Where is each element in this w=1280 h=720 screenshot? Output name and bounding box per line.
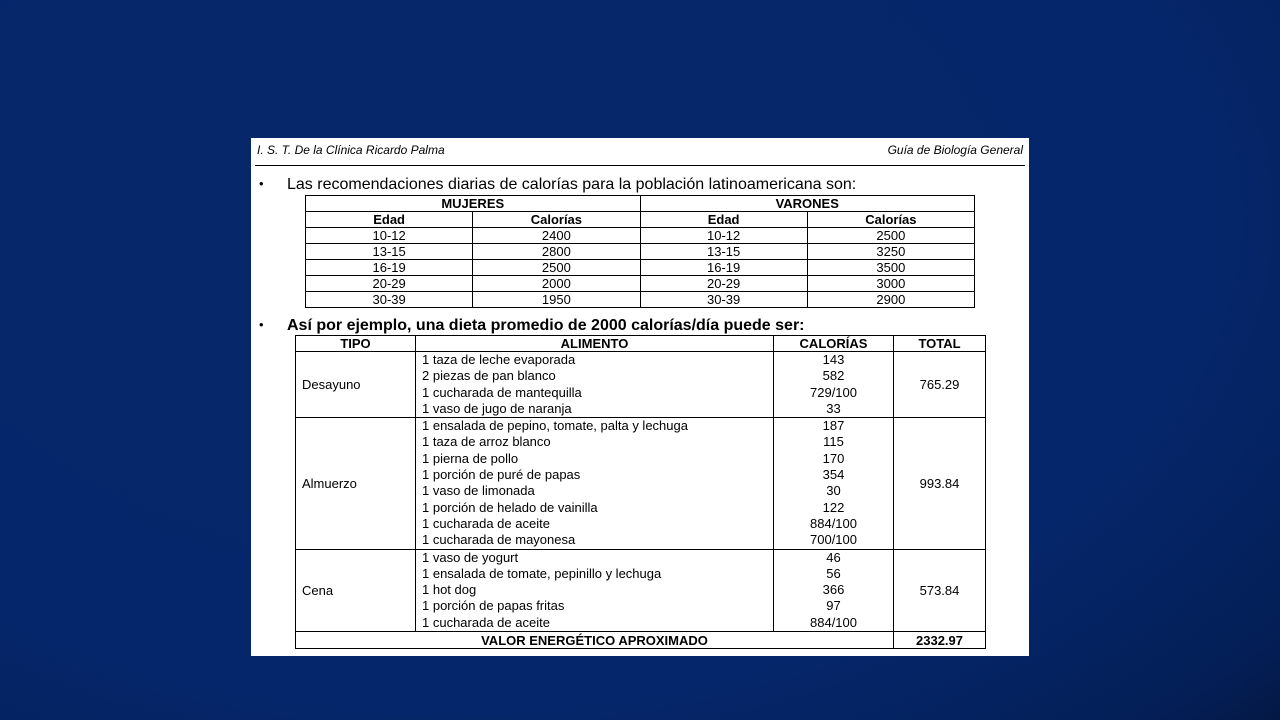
- table-row: [306, 228, 975, 244]
- col-header-age: Edad: [640, 212, 807, 228]
- food-calories: 187: [822, 418, 845, 434]
- food-item: 1 cucharada de mantequilla: [422, 384, 582, 400]
- table-cell-w-age: 16-19: [306, 260, 473, 276]
- food-calories: 170: [822, 450, 845, 466]
- col-header-tipo: TIPO: [296, 336, 416, 352]
- food-item: 1 porción de papas fritas: [422, 598, 565, 614]
- food-item: 1 cucharada de mayonesa: [422, 532, 576, 548]
- col-header-calories: Calorías: [473, 212, 640, 228]
- meal-total: 765.29: [894, 352, 986, 418]
- food-item: 1 hot dog: [422, 582, 477, 598]
- food-item: 1 vaso de jugo de naranja: [422, 400, 572, 416]
- food-calories: 582: [822, 368, 845, 384]
- food-item: 1 cucharada de aceite: [422, 614, 550, 630]
- meal-row: [296, 549, 986, 631]
- table-cell-w-cal: 2400: [473, 228, 640, 244]
- meal-total: 993.84: [894, 418, 986, 549]
- summary-label: VALOR ENERGÉTICO APROXIMADO: [296, 632, 894, 649]
- food-item: 1 porción de puré de papas: [422, 467, 581, 483]
- meal-row: [296, 418, 986, 549]
- col-header-age: Edad: [306, 212, 473, 228]
- group-header-men: VARONES: [640, 196, 975, 212]
- food-calories: 700/100: [810, 532, 857, 548]
- diet-example-table: [295, 335, 986, 649]
- table-row: [306, 292, 975, 308]
- table-cell-m-age: 10-12: [640, 228, 807, 244]
- table-cell-m-age: 13-15: [640, 244, 807, 260]
- food-item: 1 cucharada de aceite: [422, 515, 550, 531]
- food-calories: 97: [826, 598, 841, 614]
- calorie-list: [774, 418, 894, 549]
- food-calories: 46: [826, 549, 841, 565]
- food-item: 1 porción de helado de vainilla: [422, 499, 598, 515]
- table-row: [306, 276, 975, 292]
- food-item: 1 taza de arroz blanco: [422, 434, 551, 450]
- food-calories: 143: [822, 352, 845, 367]
- table-cell-m-cal: 3000: [807, 276, 974, 292]
- intro-example-diet: Así por ejemplo, una dieta promedio de 2000 calorías/día puede ser:: [287, 317, 805, 334]
- table-cell-m-age: 20-29: [640, 276, 807, 292]
- table-cell-m-cal: 2500: [807, 228, 974, 244]
- col-header-calories: Calorías: [807, 212, 974, 228]
- col-header-alimento: ALIMENTO: [416, 336, 774, 352]
- food-list: [416, 549, 774, 631]
- table-cell-m-age: 16-19: [640, 260, 807, 276]
- meal-type: Almuerzo: [296, 418, 416, 549]
- food-item: 1 ensalada de tomate, pepinillo y lechuga: [422, 565, 662, 581]
- group-header-women: MUJERES: [306, 196, 641, 212]
- food-calories: 884/100: [810, 614, 857, 630]
- intro-recommendations: Las recomendaciones diarias de calorías para la población latinoamericana son:: [287, 176, 857, 193]
- table-cell-m-cal: 2900: [807, 292, 974, 308]
- table-cell-w-cal: 1950: [473, 292, 640, 308]
- food-item: 1 vaso de limonada: [422, 483, 535, 499]
- meal-type: Cena: [296, 549, 416, 631]
- table-cell-w-age: 20-29: [306, 276, 473, 292]
- food-item: 1 vaso de yogurt: [422, 549, 519, 565]
- food-calories: 122: [822, 499, 845, 515]
- header-guide-title: Guía de Biología General: [887, 143, 1023, 157]
- food-calories: 30: [826, 483, 841, 499]
- food-calories: 354: [822, 467, 845, 483]
- table-cell-m-cal: 3250: [807, 244, 974, 260]
- header-divider: [255, 165, 1025, 166]
- food-calories: 33: [826, 400, 841, 416]
- food-calories: 56: [826, 565, 841, 581]
- calorie-recommendation-table: [305, 195, 975, 308]
- food-calories: 884/100: [810, 515, 857, 531]
- summary-total: 2332.97: [894, 632, 986, 649]
- header-institution: I. S. T. De la Clínica Ricardo Palma: [257, 143, 445, 157]
- table-cell-w-age: 30-39: [306, 292, 473, 308]
- col-header-calorias: CALORÍAS: [774, 336, 894, 352]
- table-cell-w-cal: 2800: [473, 244, 640, 260]
- food-list: [416, 418, 774, 549]
- table-cell-w-cal: 2000: [473, 276, 640, 292]
- table-cell-m-cal: 3500: [807, 260, 974, 276]
- food-item: 1 pierna de pollo: [422, 450, 519, 466]
- table-cell-w-age: 13-15: [306, 244, 473, 260]
- bullet-icon: •: [259, 317, 264, 332]
- meal-type: Desayuno: [296, 352, 416, 418]
- food-calories: 366: [822, 582, 845, 598]
- food-list: [416, 352, 774, 418]
- food-item: 2 piezas de pan blanco: [422, 368, 556, 384]
- table-cell-m-age: 30-39: [640, 292, 807, 308]
- bullet-icon: •: [259, 176, 264, 191]
- meal-total: 573.84: [894, 549, 986, 631]
- food-calories: 729/100: [810, 384, 857, 400]
- col-header-total: TOTAL: [894, 336, 986, 352]
- table-row: [306, 244, 975, 260]
- meal-row: [296, 352, 986, 418]
- table-cell-w-cal: 2500: [473, 260, 640, 276]
- table-cell-w-age: 10-12: [306, 228, 473, 244]
- calorie-list: [774, 352, 894, 418]
- food-item: 1 taza de leche evaporada: [422, 352, 576, 367]
- table-row: [306, 260, 975, 276]
- food-item: 1 ensalada de pepino, tomate, palta y lechuga: [422, 418, 688, 434]
- calorie-list: [774, 549, 894, 631]
- document-page: [251, 138, 1029, 656]
- food-calories: 115: [823, 434, 844, 450]
